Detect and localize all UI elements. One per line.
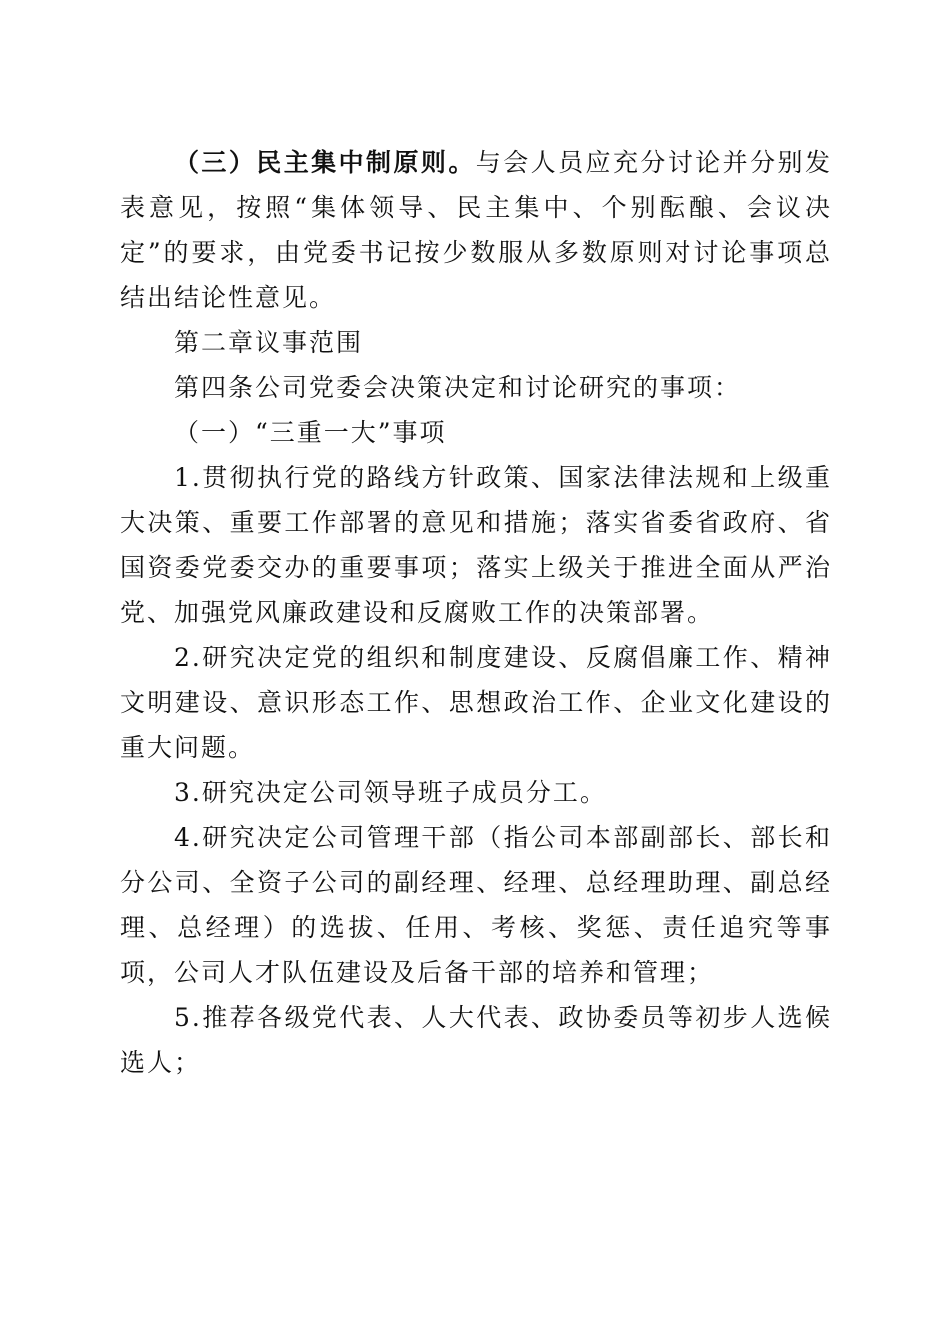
paragraph-text: 与会人员应充分讨论并分别发表意见，按照“集体领导、民主集中、个别酝酿、会议决定”的要求，由党委书记按少数服从多数原则对讨论事项总结出结论性意见。 <box>120 148 832 312</box>
list-item-1: 1.贯彻执行党的路线方针政策、国家法律法规和上级重大决策、重要工作部署的意见和措施；落实省委省政府、省国资委党委交办的重要事项；落实上级关于推进全面从严治党、加强党风廉政建设和反腐败工作的决策部署。 <box>120 463 832 627</box>
list-item-3: 3.研究决定公司领导班子成员分工。 <box>174 778 607 807</box>
section-heading: （一）“三重一大”事项 <box>174 418 447 447</box>
document-body <box>120 140 832 1085</box>
paragraph-lead-heading: （三）民主集中制原则。 <box>174 148 476 177</box>
paragraph-democratic-centralism <box>120 140 832 320</box>
chapter-heading: 第二章议事范围 <box>174 328 364 357</box>
list-item-5: 5.推荐各级党代表、人大代表、政协委员等初步人选候选人； <box>120 1003 832 1077</box>
article-heading: 第四条公司党委会决策决定和讨论研究的事项： <box>174 373 742 402</box>
list-item-2: 2.研究决定党的组织和制度建设、反腐倡廉工作、精神文明建设、意识形态工作、思想政治工作、企业文化建设的重大问题。 <box>120 643 832 762</box>
list-item-4: 4.研究决定公司管理干部（指公司本部副部长、部长和分公司、全资子公司的副经理、经理、总经理助理、副总经理、总经理）的选拔、任用、考核、奖惩、责任追究等事项，公司人才队伍建设及后备干部的培养和管理； <box>120 823 832 987</box>
